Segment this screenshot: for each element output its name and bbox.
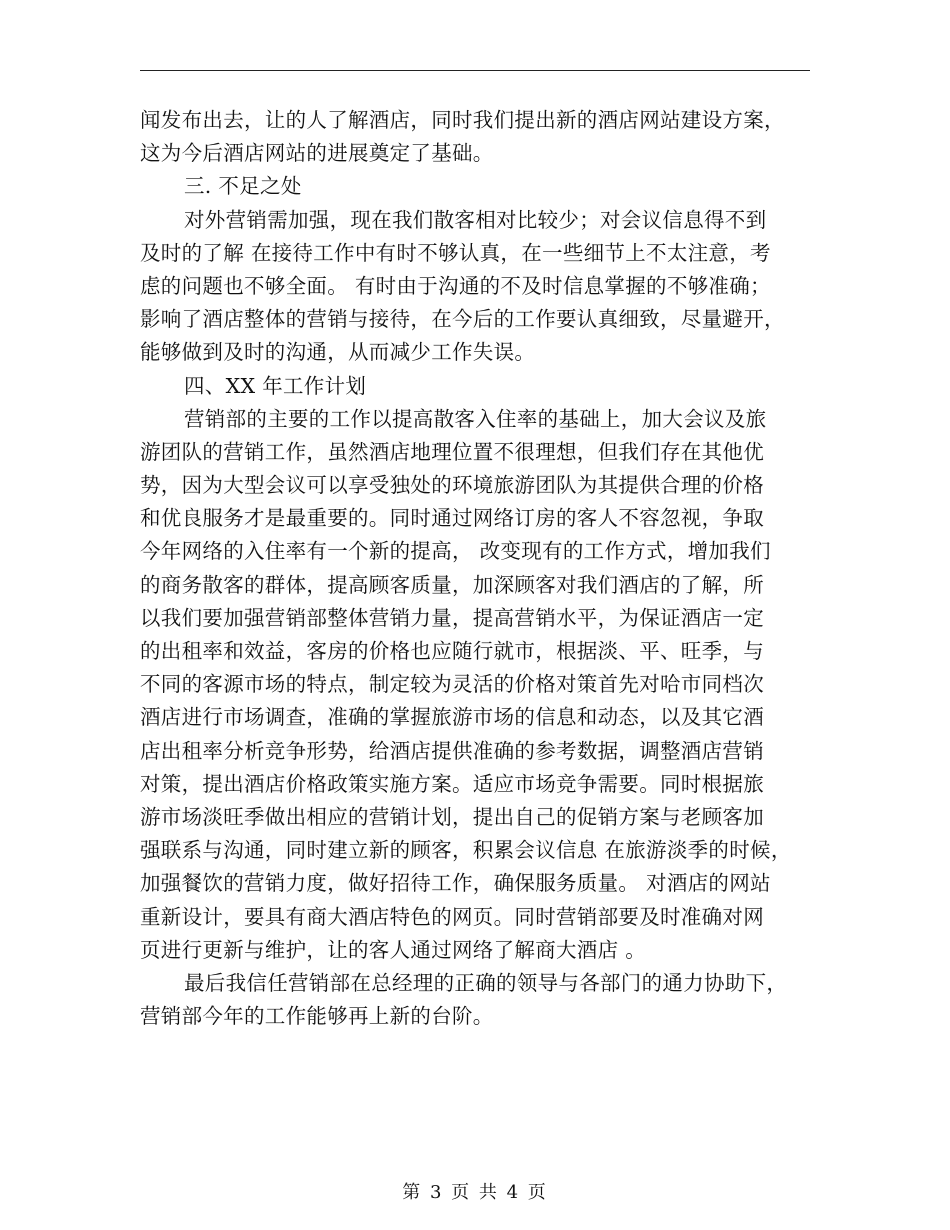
text-line: 今年网络的入住率有一个新的提高， 改变现有的工作方式，增加我们 [140, 539, 771, 564]
text-line: 对外营销需加强，现在我们散客相对比较少；对会议信息得不到 [184, 207, 767, 232]
text-line: 重新设计，要具有商大酒店特色的网页。同时营销部要及时准确对网 [140, 904, 764, 929]
document-body [140, 104, 820, 1033]
text-line: 势，因为大型会议可以享受独处的环境旅游团队为其提供合理的价格 [140, 473, 764, 498]
text-line: 对策，提出酒店价格政策实施方案。适应市场竞争需要。同时根据旅 [140, 771, 764, 796]
text-line: 的出租率和效益，客房的价格也应随行就市，根据淡、平、旺季，与 [140, 639, 764, 663]
text-line: 加强餐饮的营销力度，做好招待工作，确保服务质量。 对酒店的网站 [140, 871, 771, 896]
text-line: 以我们要加强营销部整体营销力量，提高营销水平，为保证酒店一定 [140, 605, 764, 630]
text-line: 最后我信任营销部在总经理的正确的领导与各部门的通力协助下， [184, 970, 788, 995]
section-heading: 四、XX 年工作计划 [184, 373, 367, 398]
text-line: 营销部的主要的工作以提高散客入住率的基础上，加大会议及旅 [184, 406, 767, 431]
section-heading: 三. 不足之处 [184, 174, 302, 199]
text-line: 页进行更新与维护，让的客人通过网络了解商大酒店 。 [140, 937, 647, 962]
text-line: 店出租率分析竞争形势，给酒店提供准确的参考数据，调整酒店营销 [140, 738, 764, 763]
text-line: 闻发布出去，让的人了解酒店，同时我们提出新的酒店网站建设方案， [140, 108, 785, 132]
page-number: 第 3 页 共 4 页 [402, 1182, 548, 1203]
text-line: 这为今后酒店网站的进展奠定了基础。 [140, 141, 494, 166]
text-line: 能够做到及时的沟通，从而减少工作失误。 [140, 340, 536, 365]
text-line: 虑的问题也不够全面。 有时由于沟通的不及时信息掌握的不够准确； [140, 273, 771, 298]
text-line: 游市场淡旺季做出相应的营销计划，提出自己的促销方案与老顾客加 [140, 804, 764, 829]
header-rule [140, 70, 810, 71]
text-line: 和优良服务才是最重要的。同时通过网络订房的客人不容忽视，争取 [140, 506, 764, 531]
text-line: 影响了酒店整体的营销与接待，在今后的工作要认真细致，尽量避开， [140, 307, 785, 332]
text-line: 酒店进行市场调查，准确的掌握旅游市场的信息和动态，以及其它酒 [140, 705, 764, 730]
text-line: 营销部今年的工作能够再上新的台阶。 [140, 1004, 494, 1029]
text-line: 强联系与沟通，同时建立新的顾客，积累会议信息 在旅游淡季的时候， [140, 838, 792, 863]
text-line: 不同的客源市场的特点，制定较为灵活的价格对策首先对哈市同档次 [140, 672, 764, 697]
text-line: 的商务散客的群体，提高顾客质量，加深顾客对我们酒店的了解，所 [140, 572, 764, 597]
text-line: 游团队的营销工作，虽然酒店地理位置不很理想，但我们存在其他优 [140, 439, 764, 464]
text-line: 及时的了解 在接待工作中有时不够认真，在一些细节上不太注意，考 [140, 240, 771, 265]
